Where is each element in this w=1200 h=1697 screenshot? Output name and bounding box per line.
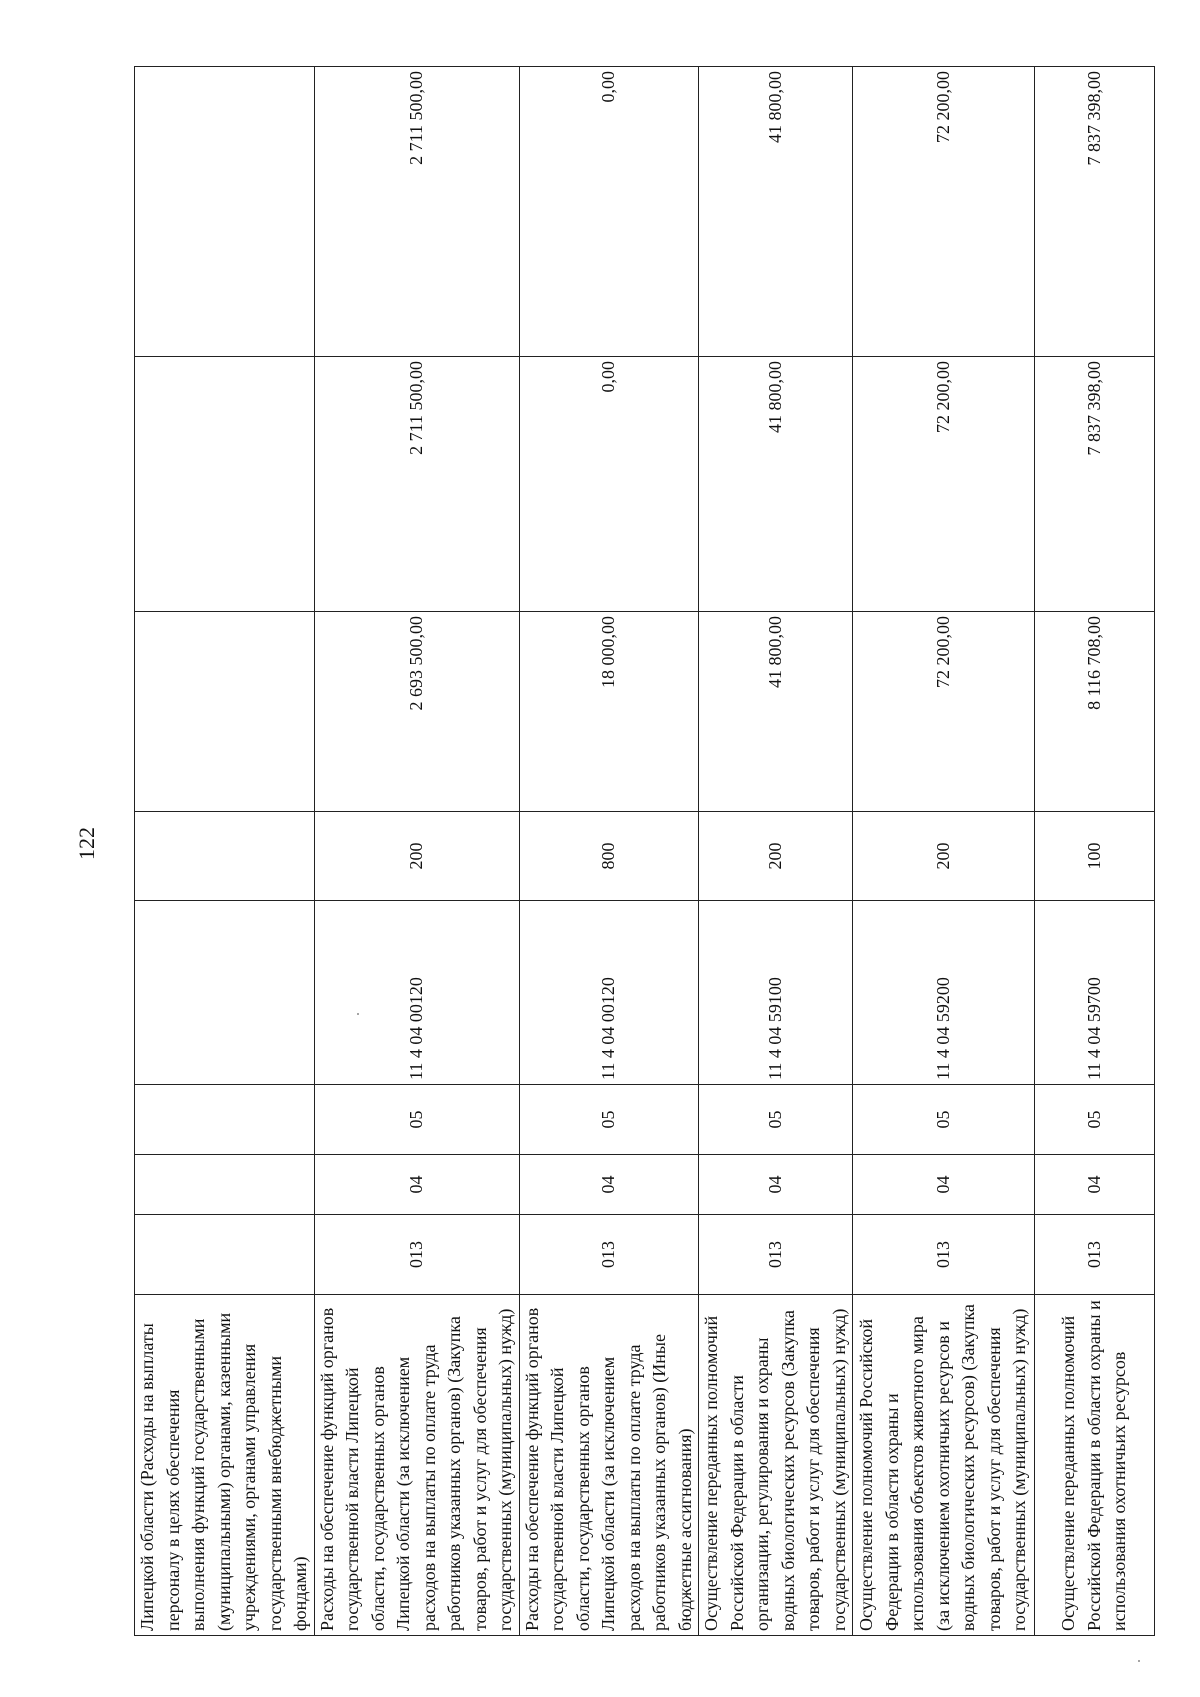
- row-description: Расходы на обеспечение функций органов государственной власти Липецкой области, государственных органов Липецкой области (за исключением расходов на выплаты по оплате труда работников указанных органов) (Иные бюджетные ассигнования): [519, 1295, 699, 1636]
- expense-group: 100: [1035, 812, 1155, 901]
- amount-year-1: 18 000,00: [519, 612, 699, 812]
- amount-year-2: 2 711 500,00: [314, 357, 519, 612]
- target-article: 11 4 04 59700: [1035, 901, 1155, 1085]
- subsection-code: 05: [519, 1085, 699, 1155]
- section-code: [135, 1155, 315, 1215]
- table-row: [853, 67, 1035, 1636]
- ministry-code: [135, 1215, 315, 1295]
- amount-year-3: 72 200,00: [853, 67, 1035, 357]
- ministry-code: 013: [853, 1215, 1035, 1295]
- table-row: [699, 67, 853, 1636]
- amount-year-1: 72 200,00: [853, 612, 1035, 812]
- rotated-page-content: [134, 67, 1130, 1636]
- amount-year-2: 0,00: [519, 357, 699, 612]
- budget-table: [134, 66, 1155, 1636]
- ministry-code: 013: [314, 1215, 519, 1295]
- amount-year-1: 2 693 500,00: [314, 612, 519, 812]
- expense-group: 200: [853, 812, 1035, 901]
- row-description: Осуществление полномочий Российской Федерации в области охраны и использования объектов животного мира (за исключением охотничьих ресурсов и водных биологических ресурсов) (Закупка товаров, работ и услуг для обеспечения государственных (муниципальных) нужд): [853, 1295, 1035, 1636]
- amount-year-3: [135, 67, 315, 357]
- target-article: [135, 901, 315, 1085]
- table-row: [135, 67, 315, 1636]
- subsection-code: 05: [1035, 1085, 1155, 1155]
- amount-year-3: 2 711 500,00: [314, 67, 519, 357]
- section-code: 04: [519, 1155, 699, 1215]
- amount-year-1: 41 800,00: [699, 612, 853, 812]
- amount-year-3: 7 837 398,00: [1035, 67, 1155, 357]
- target-article: 11 4 04 00120: [519, 901, 699, 1085]
- amount-year-1: [135, 612, 315, 812]
- amount-year-2: 7 837 398,00: [1035, 357, 1155, 612]
- subsection-code: [135, 1085, 315, 1155]
- expense-group: [135, 812, 315, 901]
- expense-group: 200: [314, 812, 519, 901]
- ministry-code: 013: [1035, 1215, 1155, 1295]
- table-row: [1035, 67, 1155, 1636]
- row-description: Осуществление переданных полномочий Российской Федерации в области охраны и использования охотничьих ресурсов: [1035, 1295, 1155, 1636]
- scan-speck: [1138, 1660, 1140, 1662]
- subsection-code: 05: [314, 1085, 519, 1155]
- table-row: [519, 67, 699, 1636]
- target-article: 11 4 04 59100: [699, 901, 853, 1085]
- target-article: 11 4 04 59200: [853, 901, 1035, 1085]
- target-article: 11 4 04 00120: [314, 901, 519, 1085]
- table-row: [314, 67, 519, 1636]
- amount-year-1: 8 116 708,00: [1035, 612, 1155, 812]
- section-code: 04: [699, 1155, 853, 1215]
- amount-year-3: 41 800,00: [699, 67, 853, 357]
- subsection-code: 05: [699, 1085, 853, 1155]
- expense-group: 200: [699, 812, 853, 901]
- section-code: 04: [314, 1155, 519, 1215]
- amount-year-3: 0,00: [519, 67, 699, 357]
- ministry-code: 013: [519, 1215, 699, 1295]
- amount-year-2: 72 200,00: [853, 357, 1035, 612]
- subsection-code: 05: [853, 1085, 1035, 1155]
- section-code: 04: [1035, 1155, 1155, 1215]
- page-number: 122: [74, 827, 99, 860]
- row-description: Липецкой области (Расходы на выплаты персоналу в целях обеспечения выполнения функций государственными (муниципальными) органами, казенными учреждениями, органами управления государственными внебюджетными фондами): [135, 1295, 315, 1636]
- row-description: Осуществление переданных полномочий Российской Федерации в области организации, регулирования и охраны водных биологических ресурсов (Закупка товаров, работ и услуг для обеспечения государственных (муниципальных) нужд): [699, 1295, 853, 1636]
- expense-group: 800: [519, 812, 699, 901]
- amount-year-2: 41 800,00: [699, 357, 853, 612]
- amount-year-2: [135, 357, 315, 612]
- row-description: Расходы на обеспечение функций органов государственной власти Липецкой области, государственных органов Липецкой области (за исключением расходов на выплаты по оплате труда работников указанных органов) (Закупка товаров, работ и услуг для обеспечения государственных (муниципальных) нужд): [314, 1295, 519, 1636]
- section-code: 04: [853, 1155, 1035, 1215]
- ministry-code: 013: [699, 1215, 853, 1295]
